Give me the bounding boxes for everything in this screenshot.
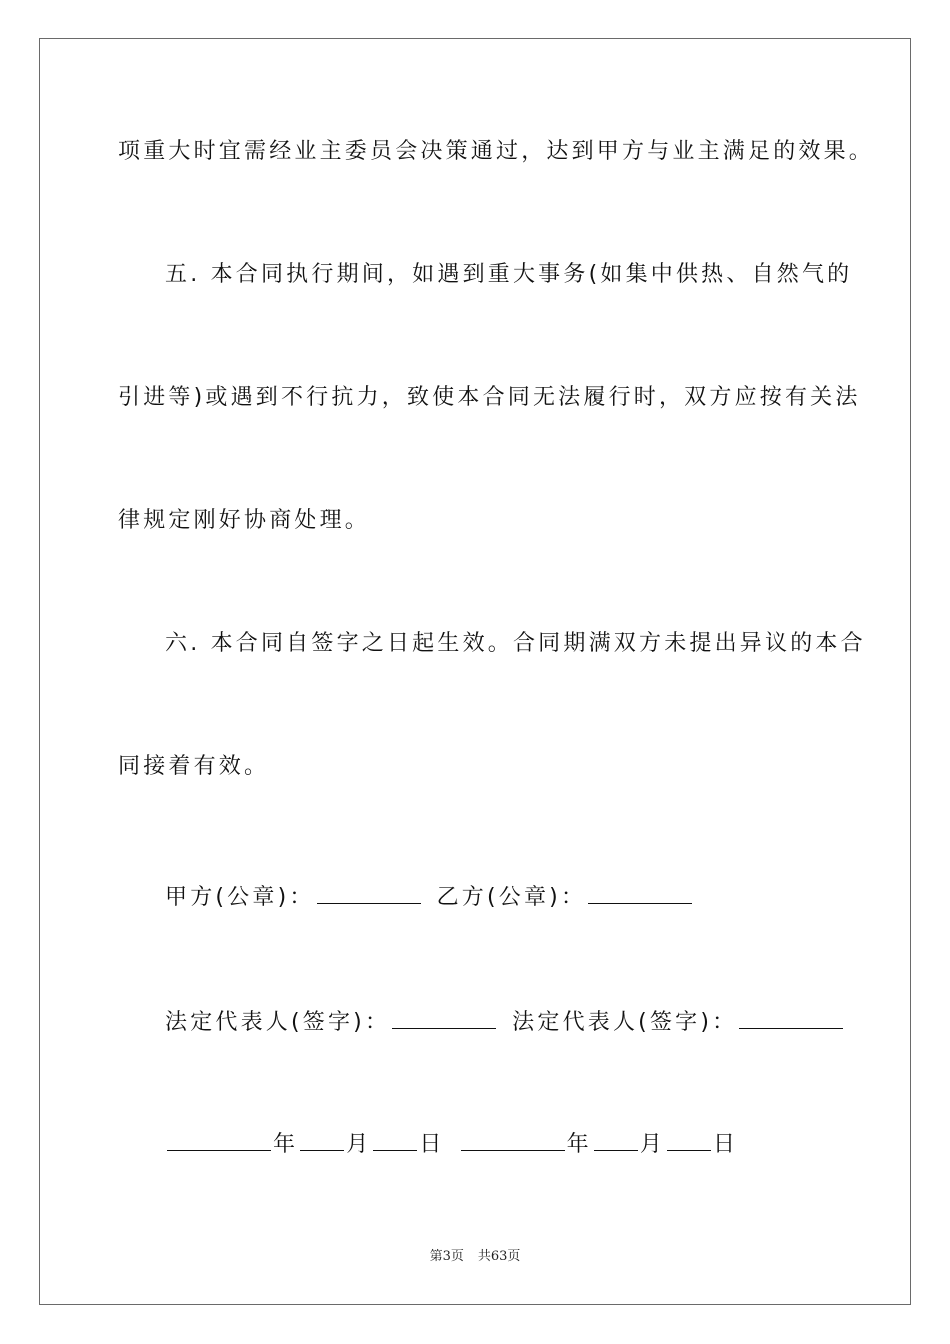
page-total: 共63页	[477, 1249, 521, 1264]
text-line-6: 同接着有效。	[118, 754, 270, 779]
party-a-blank	[317, 883, 421, 904]
date-b-day-label: 日	[713, 1132, 739, 1157]
party-b-blank	[588, 883, 692, 904]
rep-b-label: 法定代表人(签字)：	[512, 1010, 738, 1035]
rep-b-blank	[739, 1008, 843, 1029]
text-line-2: 五. 本合同执行期间，如遇到重大事务(如集中供热、自然气的	[165, 262, 853, 287]
date-a-month-blank	[300, 1130, 344, 1151]
text-line-4: 律规定刚好协商处理。	[118, 508, 371, 533]
page-footer	[0, 1245, 950, 1264]
date-b-day-blank	[667, 1130, 711, 1151]
party-signature-row	[165, 883, 694, 913]
page-number: 第3页	[429, 1249, 464, 1264]
date-a-day-blank	[373, 1130, 417, 1151]
rep-a-blank	[392, 1008, 496, 1029]
date-row	[165, 1130, 738, 1160]
rep-a-label: 法定代表人(签字)：	[165, 1010, 391, 1035]
date-a-month-label: 月	[346, 1132, 372, 1157]
date-b-year-blank	[461, 1130, 565, 1151]
text-line-1: 项重大时宜需经业主委员会决策通过，达到甲方与业主满足的效果。	[118, 139, 875, 164]
representative-signature-row	[165, 1008, 845, 1038]
party-a-label: 甲方(公章)：	[165, 885, 315, 910]
text-line-5: 六. 本合同自签字之日起生效。合同期满双方未提出异议的本合	[165, 631, 866, 656]
date-b-month-blank	[594, 1130, 638, 1151]
date-b-year-label: 年	[566, 1132, 592, 1157]
page-frame	[39, 38, 911, 1305]
date-a-day-label: 日	[419, 1132, 445, 1157]
party-b-label: 乙方(公章)：	[436, 885, 587, 910]
date-a-year-blank	[167, 1130, 271, 1151]
date-a-year-label: 年	[273, 1132, 299, 1157]
text-line-3: 引进等)或遇到不行抗力，致使本合同无法履行时，双方应按有关法	[118, 385, 861, 410]
date-b-month-label: 月	[639, 1132, 666, 1157]
